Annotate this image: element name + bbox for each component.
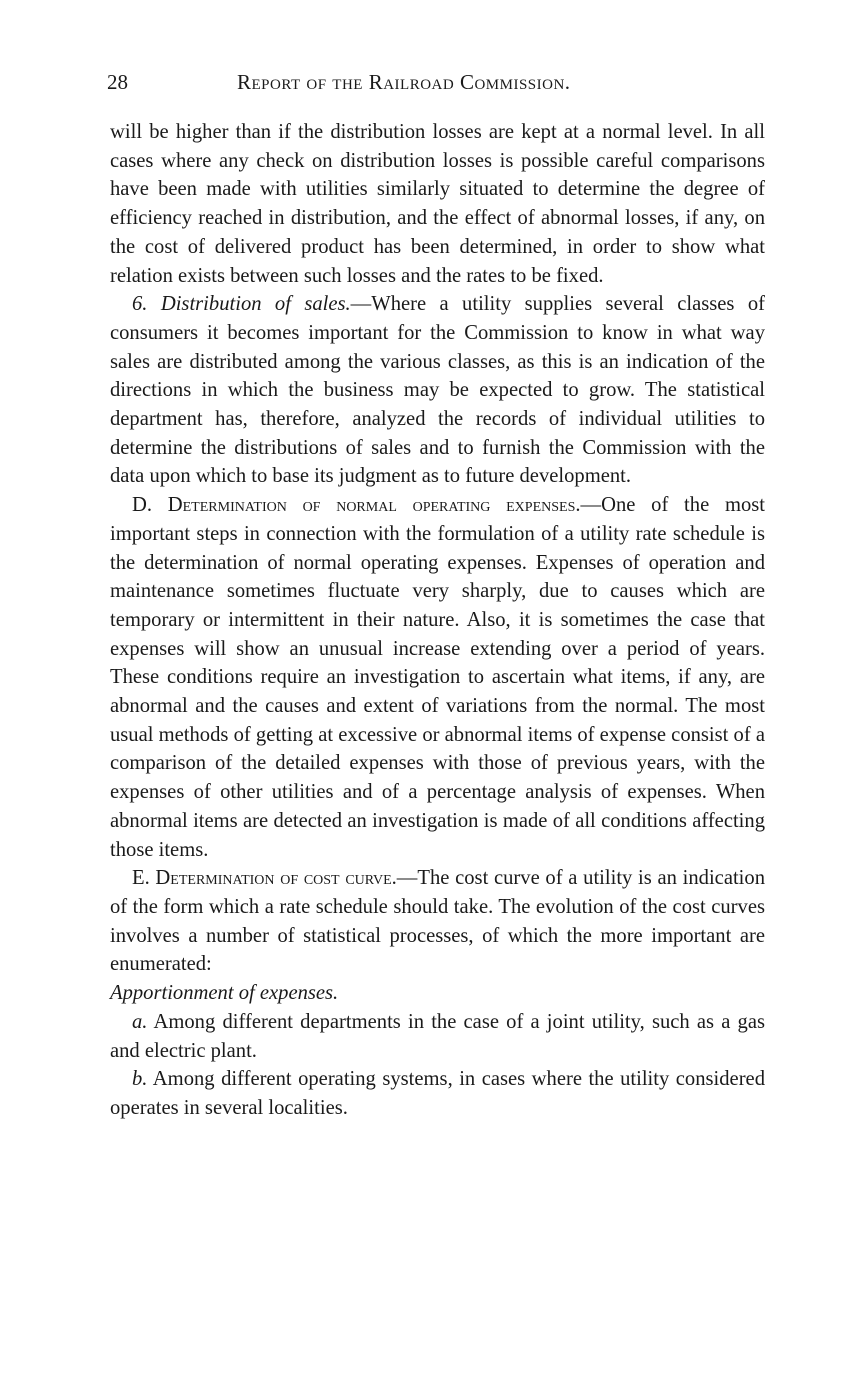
- paragraph-normal-operating-expenses: [110, 491, 765, 864]
- paragraph-cost-curve: [110, 864, 765, 979]
- apportionment-heading: Apportionment of expenses.: [110, 982, 339, 1005]
- section-text-distribution-of-sales: —Where a utility supplies several classes of consumers it becomes important for the Commission to know in what way sales are distributed among the various classes, as this is an indication of the directions in which the business may be expected to grow. The statistical department has, therefore, analyzed the records of individual utilities to determine the distributions of sales and to furnish the Commission with the data upon which to base its judgment as to future development.: [110, 293, 765, 488]
- paragraph-distribution-of-sales: [110, 290, 765, 491]
- list-item-a-text: Among different departments in the case of a joint utility, such as a gas and electric plant.: [110, 1010, 765, 1062]
- section-label-cost-curve: E. Determination of cost curve.: [132, 867, 397, 890]
- list-item-b: [110, 1065, 765, 1122]
- list-item-b-text: Among different operating systems, in cases where the utility considered operates in several localities.: [110, 1068, 765, 1119]
- list-item-b-label: b.: [132, 1068, 148, 1091]
- running-head: Report of the Railroad Commission.: [237, 70, 571, 94]
- subheading-apportionment: [110, 979, 765, 1008]
- body-text: [110, 118, 765, 1123]
- list-item-a-label: a.: [132, 1010, 148, 1033]
- section-label-operating-expenses: D. Determination of normal operating expenses.: [132, 494, 581, 517]
- section-label-distribution-of-sales: 6. Distribution of sales.: [132, 293, 351, 316]
- section-text-cost-curve: —The cost curve of a utility is an indication of the form which a rate schedule should take. The evolution of the cost curves involves a number of statistical processes, of which the more important are enumerated:: [110, 867, 765, 976]
- page-number: 28: [107, 70, 128, 94]
- page-header: [107, 70, 767, 100]
- paragraph-distribution-losses: will be higher than if the distribution losses are kept at a normal level. In all cases where any check on distribution losses is possible careful comparisons have been made with utilities similarly situated to determine the degree of efficiency reached in distribution, and the effect of abnormal losses, if any, on the cost of delivered product has been determined, in order to show what relation exists between such losses and the rates to be fixed.: [110, 121, 765, 287]
- list-item-a: [110, 1008, 765, 1065]
- section-text-operating-expenses: —One of the most important steps in connection with the formulation of a utility rate schedule is the determination of normal operating expenses. Expenses of operation and maintenance sometimes fluctuate very sharply, due to causes which are temporary or intermittent in their nature. Also, it is sometimes the case that expenses will show an unusual increase extending over a period of years. These conditions require an investigation to ascertain what items, if any, are abnormal and the causes and extent of variations from the normal. The most usual methods of getting at excessive or abnormal items of expense consist of a comparison of the detailed expenses with those of previous years, with the expenses of other utilities and of a percentage analysis of expenses. When abnormal items are detected an investigation is made of all conditions affecting those items.: [110, 494, 765, 861]
